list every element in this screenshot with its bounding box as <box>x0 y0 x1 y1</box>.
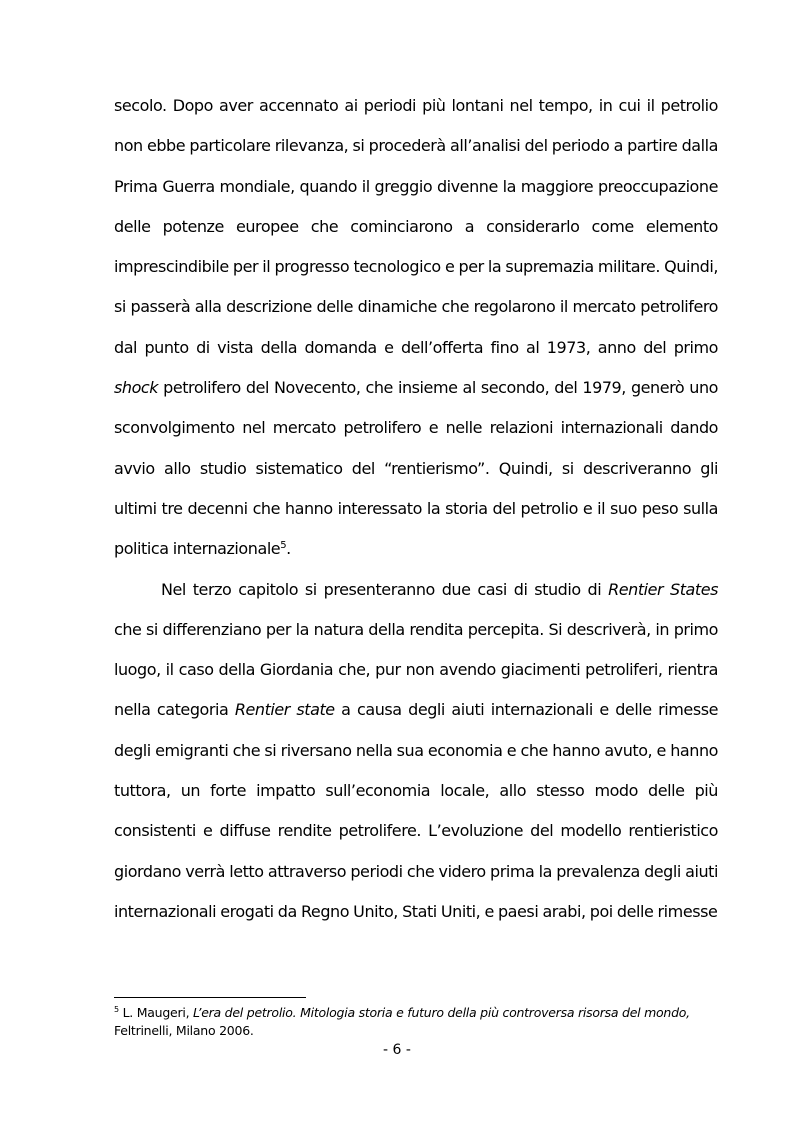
paragraph-2: Nel terzo capitolo si presenteranno due casi di studio di Rentier States che si differenziano per la natura della rendita percepita. Si descriverà, in primo luogo, il caso della Giordania che, pur non avendo giacimenti petroliferi, rientra nella categoria Rentier state a causa degli aiuti internazionali e delle rimesse degli emigranti che si riversano nella sua economia e che hanno avuto, e hanno tuttora, un forte impatto sull’economia locale, allo stesso modo delle più consistenti e diffuse rendite petrolifere. L’evoluzione del modello rentieristico giordano verrà letto attraverso periodi che videro prima la prevalenza degli aiuti internazionali erogati da Regno Unito, Stati Uniti, e paesi arabi, poi delle rimesse <box>114 579 719 921</box>
italic-term-rentier-state: Rentier state <box>234 700 335 720</box>
italic-term-shock: shock <box>114 378 159 398</box>
italic-term-rentier-states: Rentier States <box>608 579 719 599</box>
page-number: - 6 - <box>383 1042 411 1058</box>
footnote-marker: 5 <box>114 1005 119 1014</box>
body-text <box>114 86 718 932</box>
footnote-separator <box>114 997 306 998</box>
footnote-title: L’era del petrolio. Mitologia storia e futuro della più controversa risorsa del mondo, <box>193 1005 690 1020</box>
footnote-publisher: Feltrinelli, Milano 2006. <box>114 1023 254 1038</box>
footnote <box>114 1004 718 1040</box>
footnote-author: L. Maugeri, <box>118 1005 194 1020</box>
paragraph-1: secolo. Dopo aver accennato ai periodi più lontani nel tempo, in cui il petrolio non ebbe particolare rilevanza, si procederà all’analisi del periodo a partire dalla Prima Guerra mondiale, quando il greggio divenne la maggiore preoccupazione delle potenze europee che cominciarono a considerarlo come elemento imprescindibile per il progresso tecnologico e per la supremazia militare. Quindi, si passerà alla descrizione delle dinamiche che regolarono il mercato petrolifero dal punto di vista della domanda e dell’offerta fino al 1973, anno del primo shock petrolifero del Novecento, che insieme al secondo, del 1979, generò uno sconvolgimento nel mercato petrolifero e nelle relazioni internazionali dando avvio allo studio sistematico del “rentierismo”. Quindi, si descriveranno gli ultimi tre decenni che hanno interessato la storia del petrolio e il suo peso sulla politica internazionale$^5$. <box>114 96 718 559</box>
footnote-reference[interactable]: 5 <box>280 540 287 552</box>
